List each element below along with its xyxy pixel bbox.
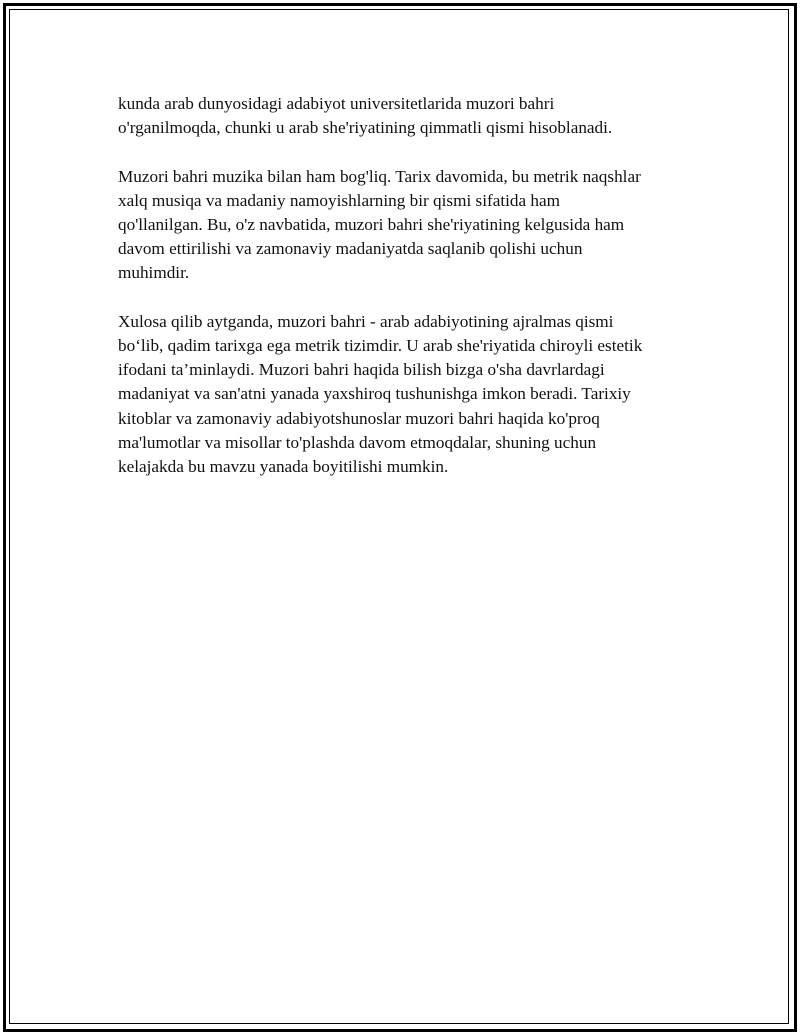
paragraph-2 — [118, 165, 698, 286]
paragraph-line: o'rganilmoqda, chunki u arab she'riyatining qimmatli qismi hisoblanadi. — [118, 118, 613, 138]
paragraph-line: bo‘lib, qadim tarixga ega metrik tizimdir. U arab she'riyatida chiroyli estetik — [118, 336, 643, 355]
document-body — [118, 92, 698, 503]
paragraph-line: davom ettirilishi va zamonaviy madaniyatda saqlanib qolishi uchun — [118, 239, 583, 259]
paragraph-line: xalq musiqa va madaniy namoyishlarning bir qismi sifatida ham — [118, 190, 561, 210]
paragraph-line: qo'llanilgan. Bu, o'z navbatida, muzori bahri she'riyatining kelgusida ham — [118, 215, 625, 234]
paragraph-3 — [118, 310, 698, 479]
paragraph-line: muhimdir. — [118, 263, 190, 283]
paragraph-1 — [118, 92, 698, 140]
paragraph-line: ma'lumotlar va misollar to'plashda davom etmoqdalar, shuning uchun — [118, 432, 597, 452]
paragraph-line: ifodani ta’minlaydi. Muzori bahri haqida bilish bizga o'sha davrlardagi — [118, 360, 605, 380]
paragraph-line: kunda arab dunyosidagi adabiyot universitetlarida muzori bahri — [118, 94, 555, 113]
paragraph-line: madaniyat va san'atni yanada yaxshiroq tushunishga imkon beradi. Tarixiy — [118, 384, 631, 404]
paragraph-line: Xulosa qilib aytganda, muzori bahri - arab adabiyotining ajralmas qismi — [118, 311, 614, 331]
paragraph-line: kitoblar va zamonaviy adabiyotshunoslar muzori bahri haqida ko'proq — [118, 408, 600, 428]
paragraph-line: Muzori bahri muzika bilan ham bog'liq. Tarix davomida, bu metrik naqshlar — [118, 166, 641, 186]
paragraph-line: kelajakda bu mavzu yanada boyitilishi mumkin. — [118, 457, 449, 477]
